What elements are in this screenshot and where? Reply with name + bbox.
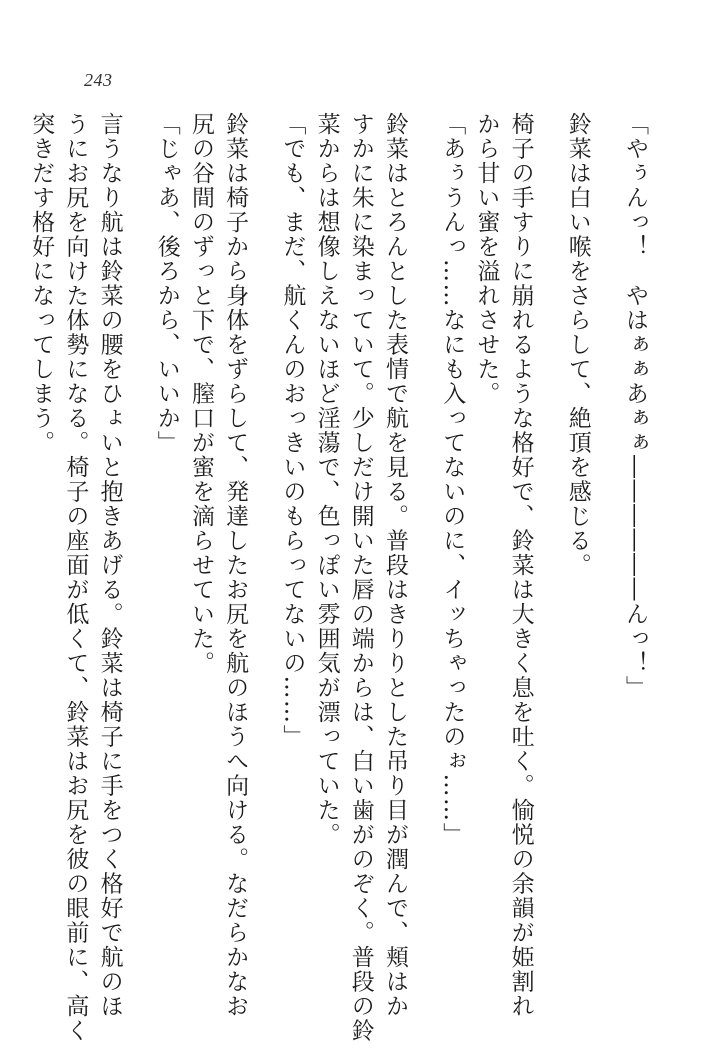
text-line: 鈴菜は椅子から身体をずらして、発達したお尻を航のほうへ向ける。なだらかなお [222, 112, 249, 1019]
vertical-text-body [0, 112, 652, 1043]
text-line: すかに朱に染まっていて。少しだけ開いた唇の端からは、白い歯がのぞく。普段の鈴 [347, 112, 374, 1043]
text-line: うにお尻を向けた体勢になる。椅子の座面が低くて、鈴菜はお尻を彼の眼前に、高く [62, 112, 89, 1043]
page-number: 243 [84, 70, 113, 90]
text-line [0, 112, 24, 1002]
text-line: 椅子の手すりに崩れるような格好で、鈴菜は大きく息を吐く。愉悦の余韻が姫割れ [507, 112, 534, 1019]
text-line: 「でも、まだ、航くんのおっきいのもらってないの……」 [279, 112, 306, 749]
text-line: 言うなり航は鈴菜の腰をひょいと抱きあげる。鈴菜は椅子に手をつく格好で航のほ [96, 112, 123, 1019]
text-line: 鈴菜は白い喉をさらして、絶頂を感じる。 [564, 112, 591, 578]
text-line: 鈴菜はとろんとした表情で航を見る。普段はきりりとした吊り目が潤んで、頬はか [381, 112, 408, 1019]
text-line: 突きだす格好になってしまう。 [28, 112, 55, 455]
text-line: 尻の谷間のずっと下で、膣口が蜜を滴らせていた。 [187, 112, 214, 676]
text-line: 菜からは想像しえないほど淫蕩で、色っぽい雰囲気が漂っていた。 [313, 112, 340, 847]
text-line: 「じゃあ、後ろから、いいか」 [153, 112, 180, 455]
text-line: 「やぅんっ！ やはぁぁあぁぁ――――――んっ！」 [622, 112, 648, 700]
text-line: から甘い蜜を溢れさせた。 [473, 112, 500, 406]
text-line: 「あぅうんっ……なにも入ってないのに、イッちゃったのぉ……」 [439, 112, 466, 847]
